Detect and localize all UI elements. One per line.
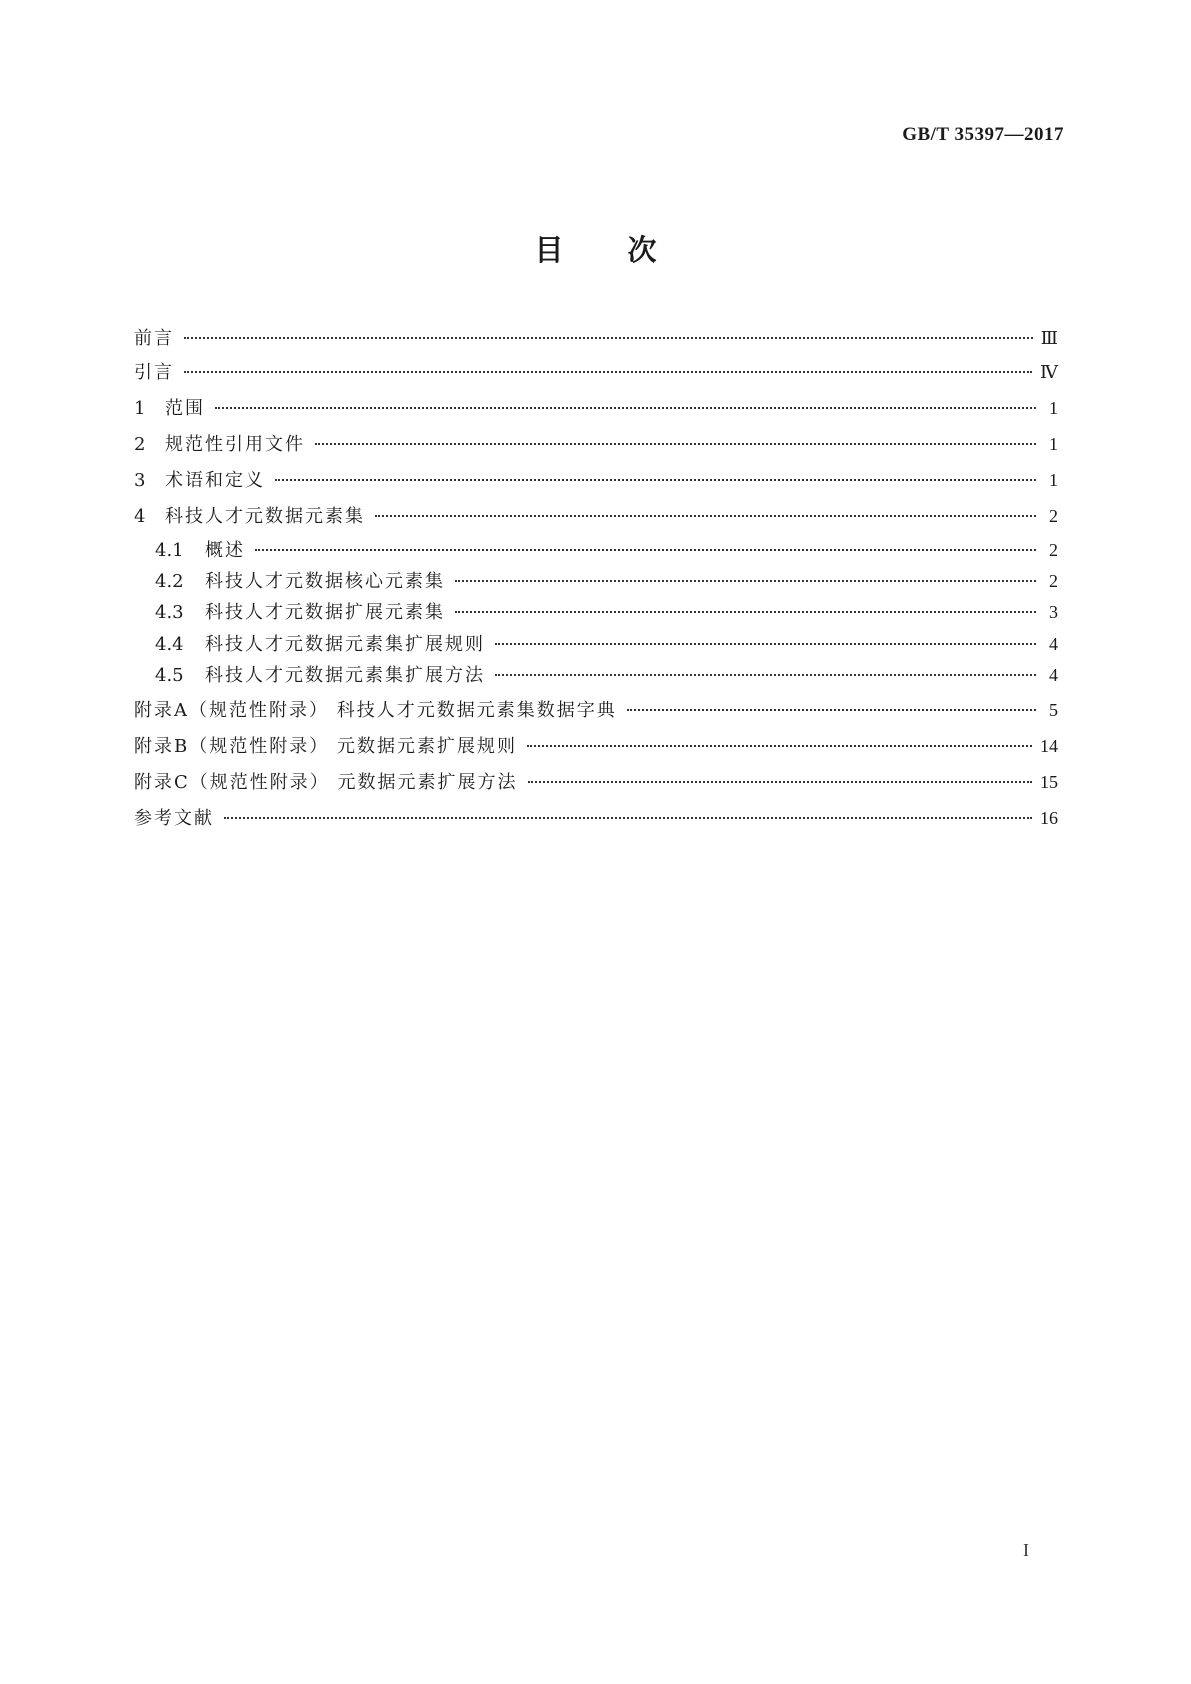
toc-leader-dots xyxy=(455,580,1036,582)
toc-leader-dots xyxy=(527,745,1032,747)
toc-leader-dots xyxy=(184,371,1032,373)
toc-entry-text: 附录A（规范性附录） 科技人才元数据元素集数据字典 xyxy=(134,700,617,721)
toc-entry-page: 4 xyxy=(1049,665,1058,685)
toc-entry-annex-b[interactable] xyxy=(134,733,1058,759)
toc-entry-extension-methods[interactable] xyxy=(155,662,1058,688)
toc-entry-text: 科技人才元数据元素集扩展方法 xyxy=(205,665,485,686)
toc-leader-dots xyxy=(275,479,1036,481)
toc-leader-dots xyxy=(495,674,1036,676)
toc-entry-text: 参考文献 xyxy=(134,808,214,829)
toc-entry-annex-c[interactable] xyxy=(134,769,1058,795)
toc-entry-normative-references[interactable] xyxy=(134,431,1058,457)
toc-entry-introduction[interactable] xyxy=(134,359,1058,385)
toc-entry-number: 3 xyxy=(134,470,146,491)
toc-entry-text: 引言 xyxy=(134,362,174,383)
toc-entry-page: 1 xyxy=(1049,434,1058,454)
toc-leader-dots xyxy=(224,817,1032,819)
toc-title: 目次 xyxy=(534,233,721,267)
toc-entry-core-element-set[interactable] xyxy=(155,568,1058,594)
toc-entry-text: 科技人才元数据元素集扩展规则 xyxy=(205,634,485,655)
toc-entry-text: 附录C（规范性附录） 元数据元素扩展方法 xyxy=(134,772,518,793)
toc-entry-number: 1 xyxy=(134,398,146,419)
toc-entry-text: 附录B（规范性附录） 元数据元素扩展规则 xyxy=(134,736,517,757)
toc-leader-dots xyxy=(215,407,1036,409)
toc-entry-extended-element-set[interactable] xyxy=(155,599,1058,625)
toc-entry-number: 4.4 xyxy=(155,634,184,655)
toc-entry-scope[interactable] xyxy=(134,395,1058,421)
toc-entry-text: 前言 xyxy=(134,328,174,349)
toc-entry-number: 4.1 xyxy=(155,540,184,561)
toc-leader-dots xyxy=(184,337,1033,339)
toc-entry-page: 5 xyxy=(1049,700,1058,720)
toc-entry-page: Ⅲ xyxy=(1040,328,1058,348)
toc-entry-number: 4.5 xyxy=(155,665,184,686)
toc-entry-annex-a[interactable] xyxy=(134,697,1058,723)
toc-entry-page: 4 xyxy=(1049,634,1058,654)
toc-leader-dots xyxy=(528,781,1033,783)
toc-entry-page: 1 xyxy=(1049,398,1058,418)
toc-entry-number: 4.3 xyxy=(155,602,184,623)
toc-leader-dots xyxy=(375,515,1036,517)
toc-entry-text: 规范性引用文件 xyxy=(165,434,305,455)
toc-entry-extension-rules[interactable] xyxy=(155,631,1058,657)
toc-entry-page: 3 xyxy=(1049,602,1058,622)
toc-entry-foreword[interactable] xyxy=(134,325,1058,351)
toc-entry-text: 科技人才元数据核心元素集 xyxy=(205,571,445,592)
toc-entry-number: 4 xyxy=(134,506,146,527)
toc-entry-text: 科技人才元数据元素集 xyxy=(165,506,365,527)
page-number: I xyxy=(1023,1540,1029,1560)
toc-leader-dots xyxy=(627,709,1036,711)
toc-entry-text: 范围 xyxy=(165,398,205,419)
toc-entry-page: Ⅳ xyxy=(1040,362,1058,382)
standard-number: GB/T 35397—2017 xyxy=(902,124,1064,145)
toc-entry-page: 1 xyxy=(1049,470,1058,490)
toc-entry-page: 2 xyxy=(1049,571,1058,591)
toc-entry-bibliography[interactable] xyxy=(134,805,1058,831)
toc-entry-page: 14 xyxy=(1040,736,1058,756)
toc-entry-overview[interactable] xyxy=(155,537,1058,563)
toc-entry-page: 2 xyxy=(1049,540,1058,560)
toc-entry-element-set[interactable] xyxy=(134,503,1058,529)
toc-leader-dots xyxy=(495,643,1036,645)
toc-leader-dots xyxy=(255,549,1036,551)
toc-entry-text: 术语和定义 xyxy=(165,470,265,491)
toc-entry-page: 16 xyxy=(1040,808,1058,828)
toc-entry-text: 概述 xyxy=(205,540,245,561)
toc-entry-text: 科技人才元数据扩展元素集 xyxy=(205,602,445,623)
toc-entry-page: 2 xyxy=(1049,506,1058,526)
toc-leader-dots xyxy=(315,443,1036,445)
toc-entry-number: 4.2 xyxy=(155,571,184,592)
toc-entry-number: 2 xyxy=(134,434,146,455)
toc-leader-dots xyxy=(455,611,1036,613)
toc-entry-page: 15 xyxy=(1040,772,1058,792)
toc-entry-terms-definitions[interactable] xyxy=(134,467,1058,493)
